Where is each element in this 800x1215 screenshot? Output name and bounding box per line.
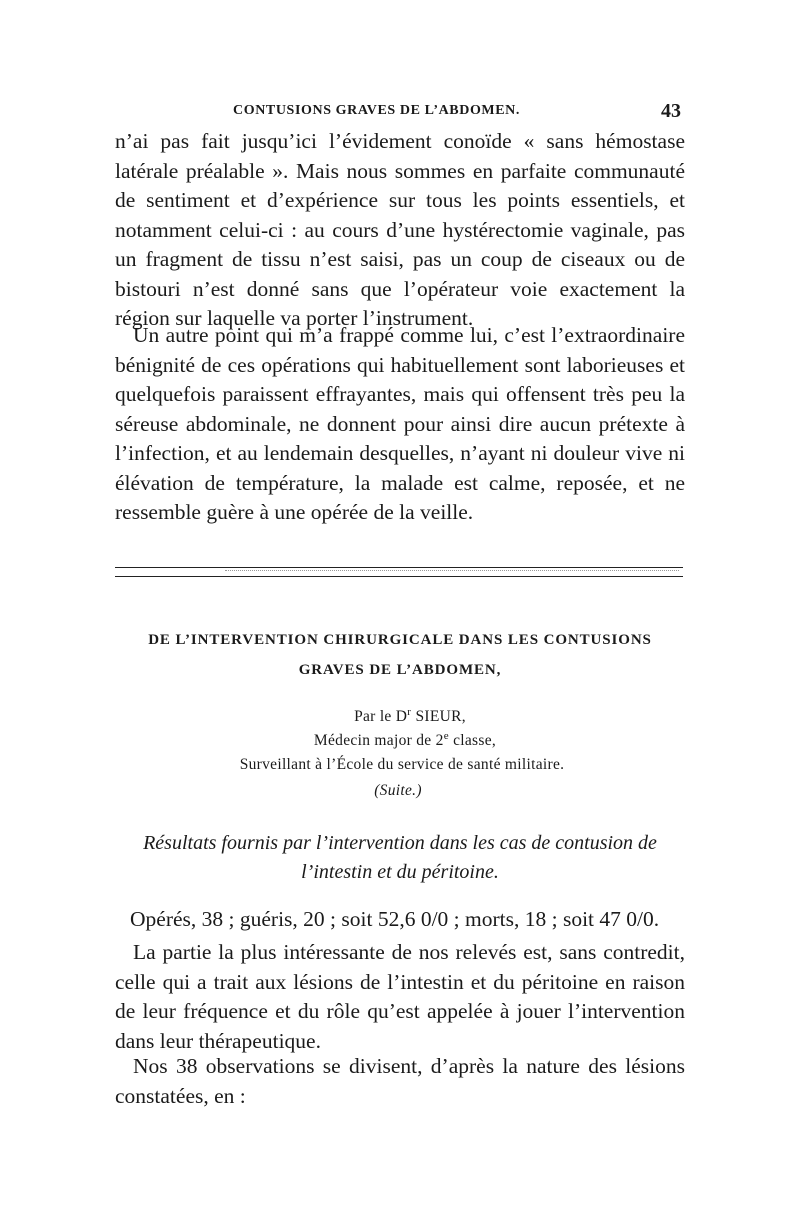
byline-sup: r	[407, 705, 412, 718]
rank-sup: e	[443, 729, 449, 742]
author-position: Surveillant à l’École du service de santé militaire.	[239, 756, 565, 773]
author-byline	[125, 705, 695, 726]
running-title: CONTUSIONS GRAVES DE L’ABDOMEN.	[233, 103, 520, 118]
paragraph-intestine: La partie la plus intéressante de nos relevés est, sans contredit, celle qui a trait aux lésions de l’intestin et du péritoine en raison de leur fréquence et du rôle qu’est appelée à jouer l’intervention dans leur thérapeutique.	[115, 940, 685, 1053]
continued-marker: (Suite.)	[374, 782, 422, 799]
section-separator-rule	[115, 567, 683, 577]
article-title: DE L’INTERVENTION CHIRURGICALE DANS LES CONTUSIONS GRAVES DE L’ABDOMEN,	[148, 632, 652, 678]
author-name: SIEUR,	[415, 708, 466, 725]
byline-prefix: Par le D	[354, 708, 408, 725]
paragraph-continued: n’ai pas fait jusqu’ici l’évidement conoïde « sans hémostase latérale préalable ». Mais nous sommes en parfaite communauté de sentiment et d’expérience sur tous les points essentiels, et notamment celui-ci : au cours d’une hystérectomie vaginale, pas un fragment de tissu n’est saisi, pas un coup de ciseaux ou de bistouri n’est donné sans que l’opérateur voie exactement la région sur laquelle va porter l’instrument.	[115, 129, 685, 330]
paragraph-observations: Nos 38 observations se divisent, d’après la nature des lésions constatées, en :	[115, 1054, 685, 1108]
page-number: 43	[661, 100, 681, 122]
running-header	[115, 100, 685, 124]
author-rank	[120, 729, 690, 750]
paragraph-benignity: Un autre point qui m’a frappé comme lui, c’est l’extraordinaire bénignité de ces opérations qui habituellement sont laborieuses et quelquefois paraissent effrayantes, mais qui offensent très peu la séreuse abdominale, ne donnent pour ainsi dire aucun prétexte à l’infection, et au lendemain desquelles, n’ayant ni douleur vive ni élévation de température, la malade est calme, reposée, et ne ressemble guère à une opérée de la veille.	[115, 323, 685, 524]
rank-suffix: classe,	[448, 732, 497, 749]
rank-prefix: Médecin major de 2	[313, 732, 444, 749]
section-heading: Résultats fournis par l’intervention dans les cas de contusion de l’intestin et du péritoine.	[143, 832, 657, 883]
statistics-line: Opérés, 38 ; guéris, 20 ; soit 52,6 0/0 ; morts, 18 ; soit 47 0/0.	[130, 907, 660, 931]
separator-inner-rule	[225, 570, 679, 573]
